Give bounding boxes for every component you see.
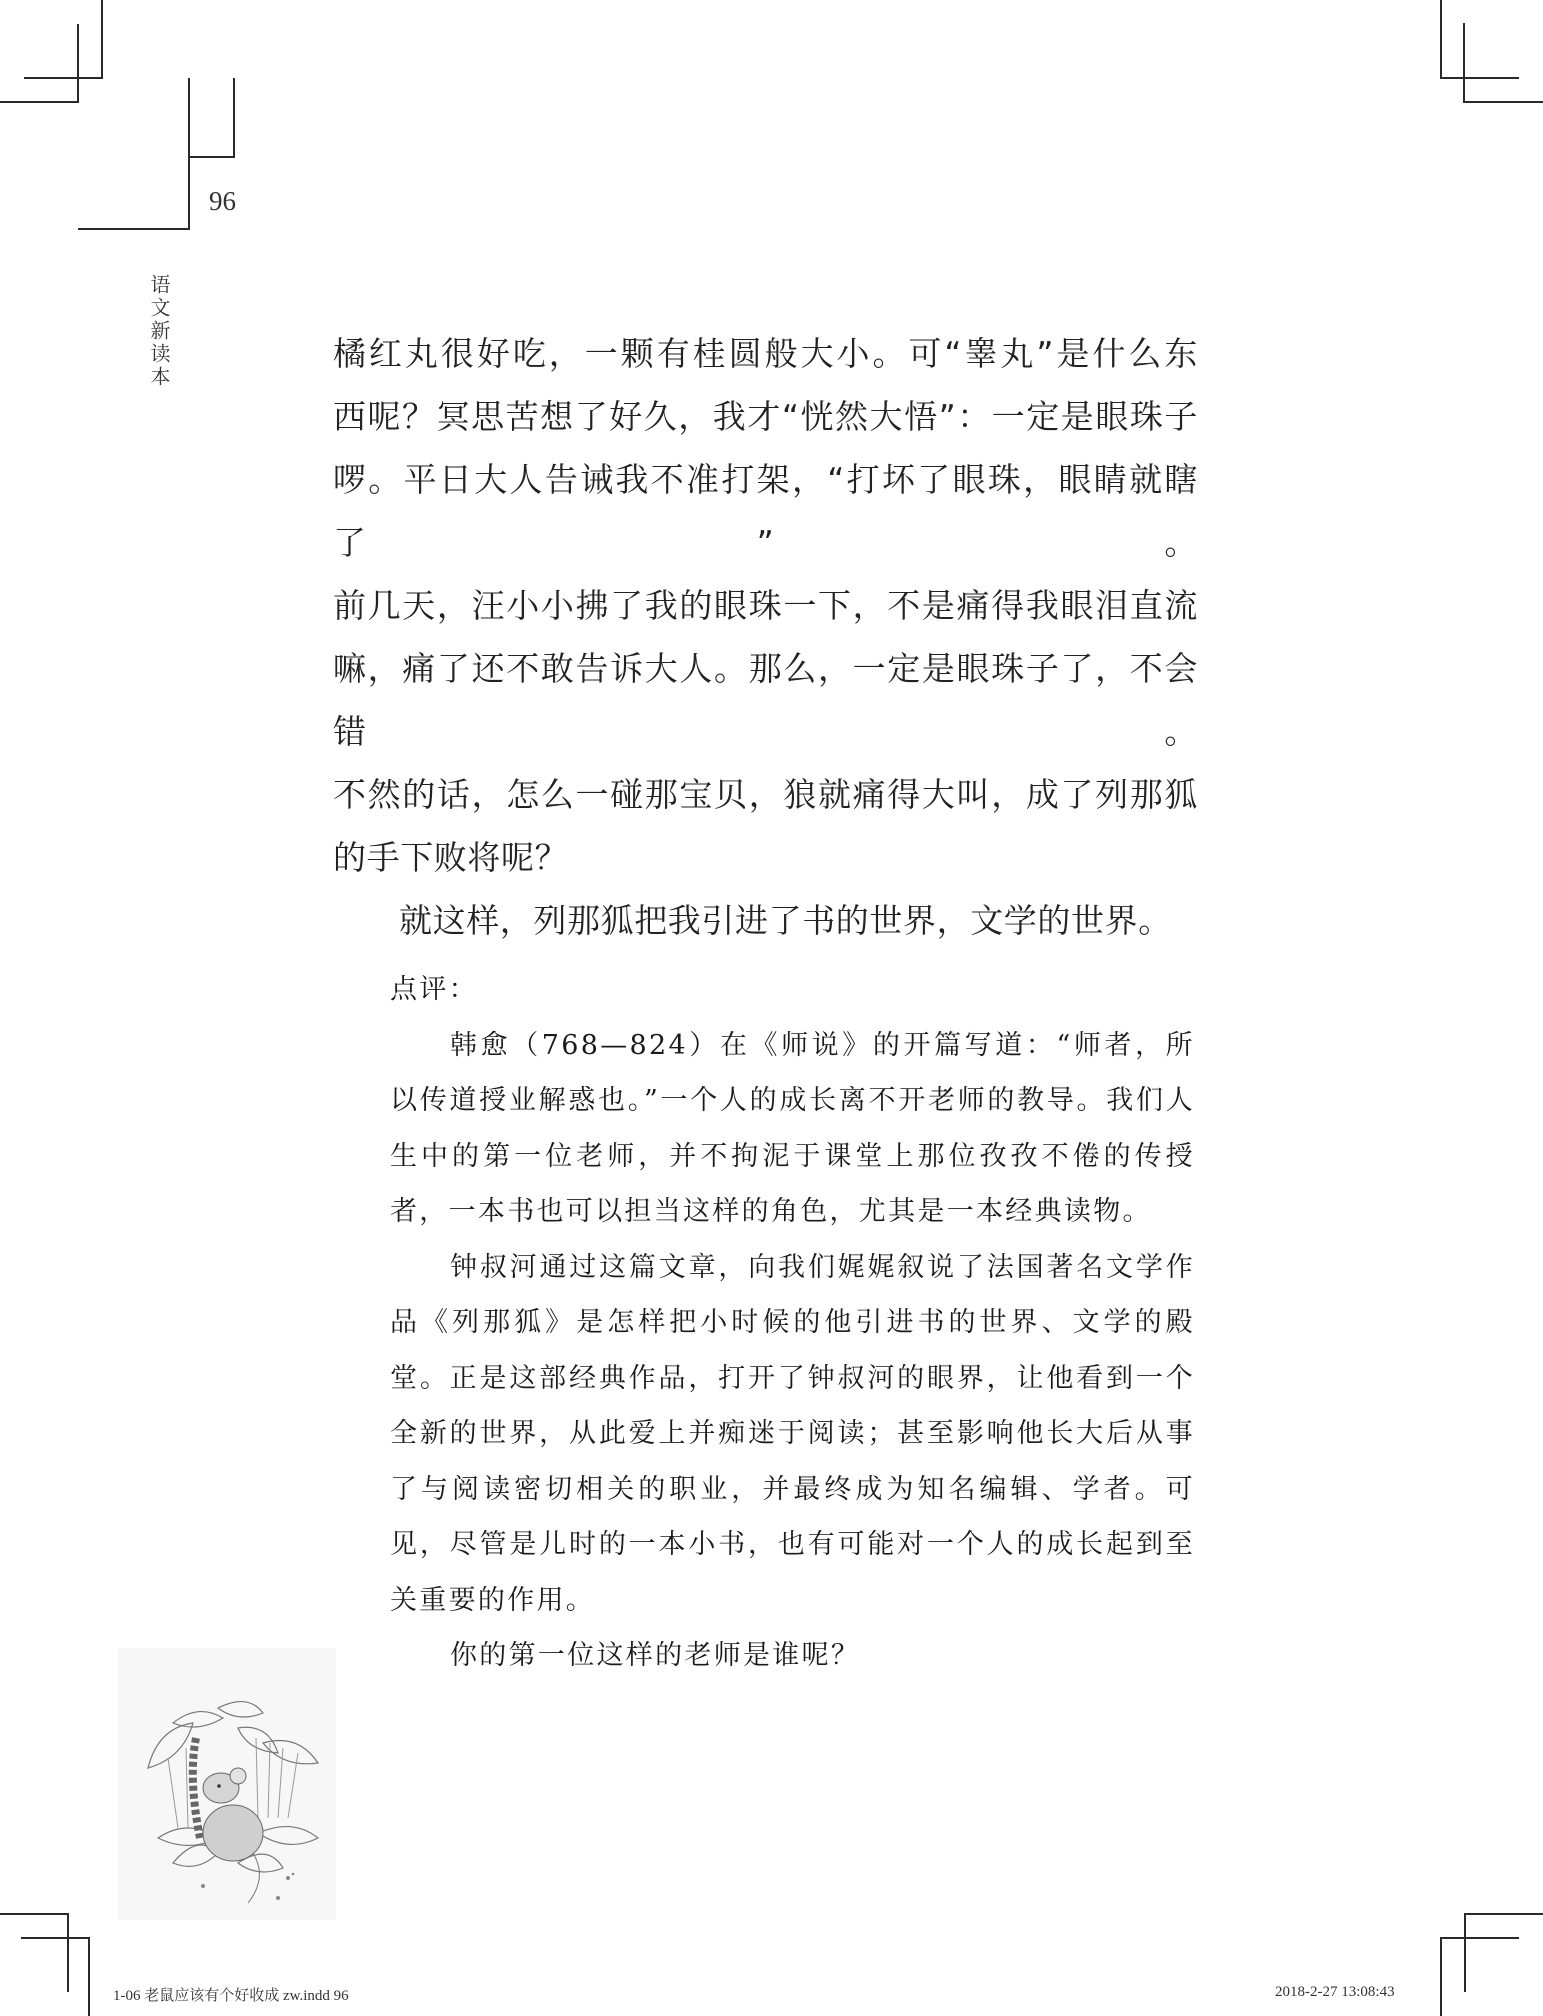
- crop-mark: [1463, 23, 1465, 103]
- page-frame-mark: [78, 228, 190, 230]
- crop-mark: [24, 77, 103, 79]
- commentary-paragraph: 韩愈（768—824）在《师说》的开篇写道：“师者，所以传道授业解惑也。”一个人的成长离不开老师的教导。我们人生中的第一位老师，并不拘泥于课堂上那位孜孜不倦的传授者，一本书也可以担当这样的角色，尤其是一本经典读物。: [390, 1029, 1195, 1227]
- crop-mark: [1440, 0, 1442, 79]
- crop-mark: [101, 0, 103, 78]
- text-line: 前几天，汪小小拂了我的眼珠一下，不是痛得我眼泪直流: [333, 586, 1198, 625]
- crop-mark: [67, 1913, 69, 1992]
- page-number: 96: [209, 186, 236, 216]
- text-line: 西呢？冥思苦想了好久，我才“恍然大悟”：一定是眼珠子: [333, 397, 1198, 436]
- crop-mark: [21, 1937, 90, 1939]
- crop-mark: [77, 24, 79, 103]
- commentary-section: [390, 962, 1195, 1684]
- page-frame-mark: [233, 78, 235, 158]
- page-frame-mark: [188, 156, 235, 158]
- text-line: 橘红丸很好吃，一颗有桂圆般大小。可“睾丸”是什么东: [333, 334, 1198, 373]
- crop-mark: [1440, 1937, 1442, 2016]
- crop-mark: [88, 1937, 90, 2016]
- crop-mark: [1463, 101, 1543, 103]
- mouse-illustration: [118, 1648, 336, 1920]
- footer-file-label: 1-06 老鼠应该有个好收成 zw.indd 96: [113, 1988, 349, 2004]
- text-line: 啰。平日大人告诫我不准打架，“打坏了眼珠，眼睛就瞎了”。: [333, 460, 1198, 562]
- commentary-heading: 点评：: [390, 974, 478, 1005]
- crop-mark: [1464, 1913, 1466, 1992]
- book-side-title: 语文新读本: [147, 274, 171, 389]
- crop-mark: [0, 101, 79, 103]
- crop-mark: [1440, 77, 1519, 79]
- crop-mark: [1464, 1913, 1543, 1915]
- crop-mark: [1440, 1937, 1519, 1939]
- footer-timestamp: 2018-2-27 13:08:43: [1275, 1984, 1395, 2000]
- closing-paragraph: 就这样，列那狐把我引进了书的世界，文学的世界。: [399, 901, 1172, 940]
- mouse-illustration-icon: [118, 1648, 336, 1920]
- main-text: [333, 322, 1198, 952]
- commentary-question: 你的第一位这样的老师是谁呢？: [450, 1640, 861, 1671]
- page-frame-mark: [188, 78, 190, 230]
- text-line: 不然的话，怎么一碰那宝贝，狼就痛得大叫，成了列那狐: [333, 775, 1198, 814]
- text-line: 嘛，痛了还不敢告诉大人。那么，一定是眼珠子了，不会错。: [333, 649, 1198, 751]
- crop-mark: [0, 1913, 69, 1915]
- commentary-paragraph: 钟叔河通过这篇文章，向我们娓娓叙说了法国著名文学作品《列那狐》是怎样把小时候的他引进书的世界、文学的殿堂。正是这部经典作品，打开了钟叔河的眼界，让他看到一个全新的世界，从此爱上并痴迷于阅读；甚至影响他长大后从事了与阅读密切相关的职业，并最终成为知名编辑、学者。可见，尽管是儿时的一本小书，也有可能对一个人的成长起到至关重要的作用。: [390, 1251, 1195, 1616]
- text-line: 的手下败将呢？: [333, 838, 569, 877]
